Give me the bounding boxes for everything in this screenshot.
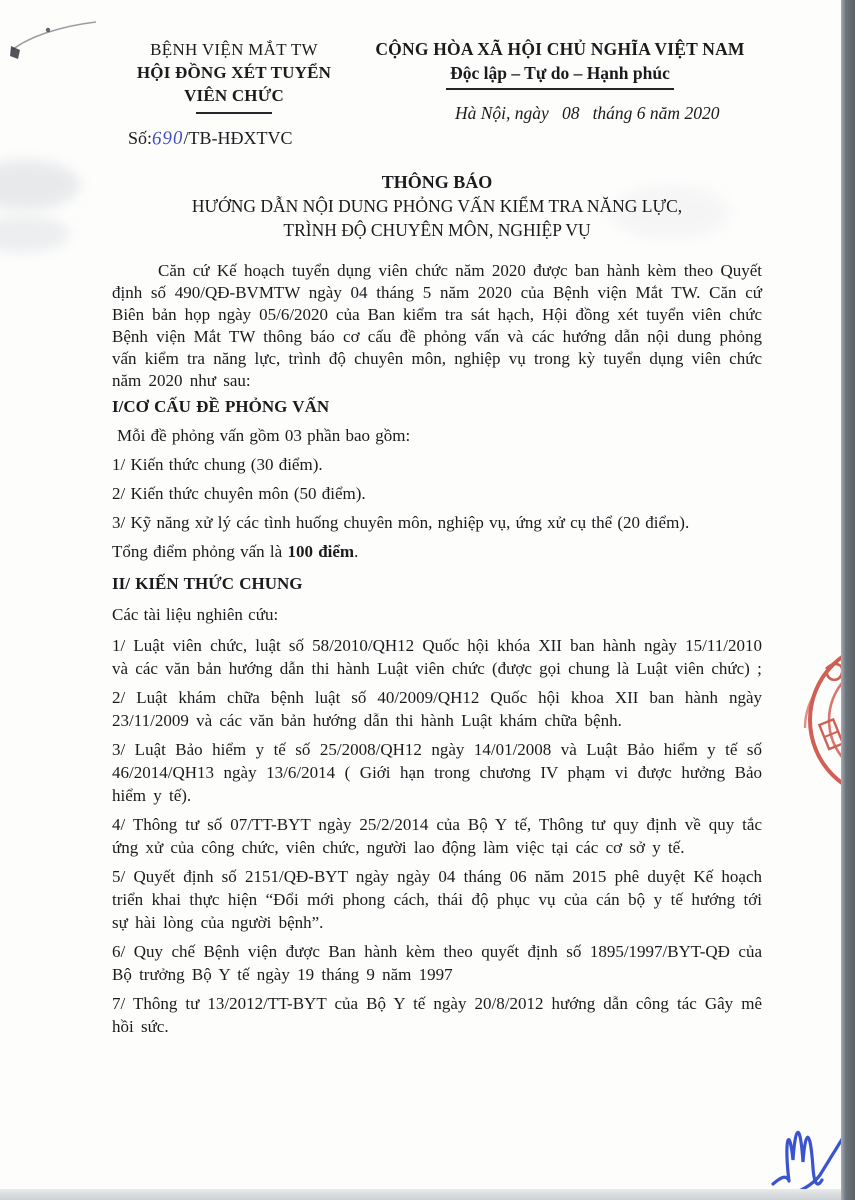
title-line2: HƯỚNG DẪN NỘI DUNG PHỎNG VẤN KIỂM TRA NĂNG LỰC,: [191, 196, 683, 216]
motto-underline: [446, 88, 674, 90]
scan-bottom-edge: [0, 1189, 841, 1200]
title-line3: TRÌNH ĐỘ CHUYÊN MÔN, NGHIỆP VỤ: [283, 220, 591, 240]
section1-item: 1/ Kiến thức chung (30 điểm).: [112, 455, 323, 474]
title-line1: THÔNG BÁO: [381, 172, 493, 192]
issuing-org-block: [115, 38, 353, 114]
scan-smudge: [0, 215, 70, 253]
scan-smudge: [0, 160, 80, 210]
total-score-suffix: .: [354, 542, 359, 561]
doc-number-label: Số:: [128, 128, 153, 148]
document-title: [112, 170, 762, 242]
section1-item: 3/ Kỹ năng xử lý các tình huống chuyên môn, nghiệp vụ, ứng xử cụ thể (20 điểm).: [112, 513, 690, 532]
reference-item: 1/ Luật viên chức, luật số 58/2010/QH12 Quốc hội khóa XII ban hành ngày 15/11/2010 và các văn bản hướng dẫn thi hành Luật viên chức (được gọi chung là Luật viên chức) ;: [112, 636, 762, 678]
pen-mark: [4, 14, 114, 74]
section2-intro: Các tài liệu nghiên cứu:: [112, 605, 279, 624]
reference-item: 2/ Luật khám chữa bệnh luật số 40/2009/QH12 Quốc hội khoa XII ban hành ngày 23/11/2009 và các văn bản hướng dẫn thi hành Luật khám chữa bệnh.: [112, 688, 762, 730]
doc-number-suffix: /TB-HĐXTVC: [183, 128, 293, 148]
section2-heading: II/ KIẾN THỨC CHUNG: [112, 574, 303, 593]
handwritten-signature: [740, 1096, 855, 1200]
country-title: CỘNG HÒA XÃ HỘI CHỦ NGHĨA VIỆT NAM: [375, 39, 745, 59]
scan-right-edge: [841, 0, 855, 1200]
document-body: [112, 260, 762, 1044]
motto-line: Độc lập – Tự do – Hạnh phúc: [450, 63, 670, 83]
total-score-line: [112, 540, 762, 563]
document-number: [128, 128, 293, 150]
org-name-line3: VIÊN CHỨC: [184, 86, 284, 105]
intro-paragraph: Căn cứ Kế hoạch tuyển dụng viên chức năm 2020 được ban hành kèm theo Quyết định số 490/QĐ-BVMTW ngày 04 tháng 5 năm 2020 của Bệnh viện Mắt TW. Căn cứ Biên bản họp ngày 05/6/2020 của Ban kiểm tra sát hạch, Hội đồng xét tuyển viên chức Bệnh viện Mắt TW thông báo cơ cấu đề phỏng vấn và các hướng dẫn nội dung phỏng vấn kiểm tra năng lực, trình độ chuyên môn, nghiệp vụ trong kỳ tuyển dụng viên chức năm 2020 như sau:: [112, 261, 762, 390]
national-motto-block: [358, 38, 762, 90]
reference-item: 3/ Luật Bảo hiểm y tế số 25/2008/QH12 ngày 14/01/2008 và Luật Bảo hiểm y tế số 46/2014/QH13 ngày 13/6/2014 ( Giới hạn trong chương IV phạm vi được hưởng Bảo hiểm y tế).: [112, 740, 762, 805]
total-score-value: 100 điểm: [287, 542, 355, 561]
org-name-line1: BỆNH VIỆN MẮT TW: [150, 40, 318, 59]
total-score-prefix: Tổng điểm phỏng vấn là: [112, 542, 288, 561]
place-date-line: Hà Nội, ngày 08 tháng 6 năm 2020: [455, 103, 720, 123]
section1-item: 2/ Kiến thức chuyên môn (50 điểm).: [112, 484, 366, 503]
reference-item: 7/ Thông tư 13/2012/TT-BYT của Bộ Y tế ngày 20/8/2012 hướng dẫn công tác Gây mê hồi sức.: [112, 994, 762, 1036]
reference-item: 6/ Quy chế Bệnh viện được Ban hành kèm theo quyết định số 1895/1997/BYT-QĐ của Bộ trưởng Bộ Y tế ngày 19 tháng 9 năm 1997: [112, 942, 762, 984]
org-underline: [196, 112, 272, 114]
org-name-line2: HỘI ĐỒNG XÉT TUYỂN: [136, 63, 332, 82]
section1-heading: I/CƠ CẤU ĐỀ PHỎNG VẤN: [112, 397, 330, 416]
reference-item: 5/ Quyết định số 2151/QĐ-BYT ngày ngày 04 tháng 06 năm 2015 phê duyệt Kế hoạch triển khai thực hiện “Đổi mới phong cách, thái độ phục vụ của cán bộ y tế hướng tới sự hài lòng của người bệnh”.: [112, 867, 762, 932]
section1-intro: Mỗi đề phỏng vấn gồm 03 phần bao gồm:: [117, 426, 411, 445]
doc-number-handwritten: 690: [151, 127, 184, 150]
reference-item: 4/ Thông tư số 07/TT-BYT ngày 25/2/2014 của Bộ Y tế, Thông tư quy định về quy tắc ứng xử của công chức, viên chức, người lao động làm việc tại các cơ sở y tế.: [112, 815, 762, 857]
